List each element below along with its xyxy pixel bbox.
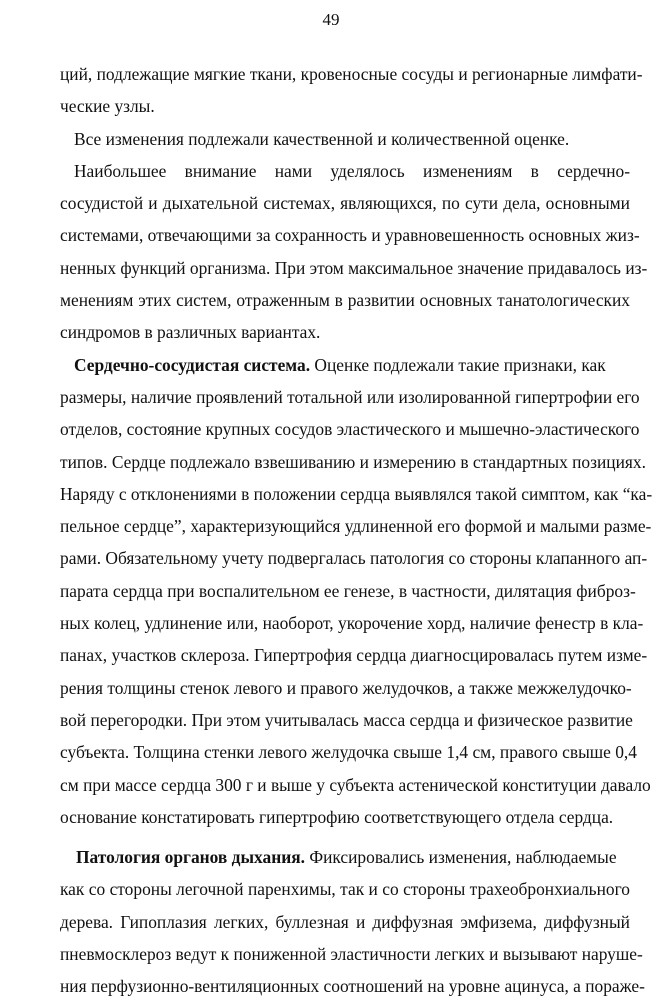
text-fragment: Оценке подлежали такие признаки, как [310, 354, 606, 375]
text-line: системами, отвечающими за сохранность и уравновешенность основных жиз- [60, 225, 640, 246]
text-line: ненных функций организма. При этом максимальное значение придавалось из- [60, 257, 648, 278]
text-line: ческие узлы. [60, 96, 155, 117]
text-line: вой перегородки. При этом учитывалась масса сердца и физическое развитие [60, 709, 633, 730]
text-line: сосудистой и дыхательной системах, являющихся, по сути дела, основными [60, 193, 630, 214]
text-line: рения толщины стенок левого и правого желудочков, а также межжелудочко- [60, 677, 632, 698]
text-line: ций, подлежащие мягкие ткани, кровеносные сосуды и регионарные лимфати- [60, 64, 643, 84]
text-line: пельное сердце”, характеризующийся удлиненной его формой и малыми разме- [60, 516, 652, 537]
text-line: менениям этих систем, отраженным в развитии основных танатологических [60, 290, 630, 311]
section-heading: Сердечно-сосудистая система. [74, 354, 311, 375]
text-fragment: Фиксировались изменения, наблюдаемые [305, 847, 617, 868]
text-line: дерева. Гипоплазия легких, буллезная и диффузная эмфизема, диффузный [60, 911, 630, 932]
text-line: размеры, наличие проявлений тотальной или изолированной гипертрофии его [60, 386, 640, 407]
section-first-line [60, 349, 630, 381]
page-number: 49 [322, 10, 340, 29]
text-line: панах, участков склероза. Гипертрофия сердца диагносцировалась путем изме- [60, 645, 648, 666]
text-line: см при массе сердца 300 г и выше у субъекта астенической конституции давало [60, 774, 651, 795]
text-line: рами. Обязательному учету подвергалась патология со стороны клапанного ап- [60, 548, 648, 569]
text-line: основание констатировать гипертрофию соответствующего отдела сердца. [60, 806, 614, 827]
section-first-line [60, 841, 630, 873]
text-line: синдромов в различных вариантах. [60, 322, 321, 343]
text-line: Наибольшее внимание нами уделялось изменениям в сердечно- [74, 160, 630, 181]
section-heading: Патология органов дыхания. [76, 847, 305, 868]
text-line: Наряду с отклонениями в положении сердца выявлялся такой симптом, как “ка- [60, 483, 653, 504]
text-line: типов. Сердце подлежало взвешиванию и измерению в стандартных позициях. [60, 451, 646, 472]
text-line: ных колец, удлинение или, наоборот, укорочение хорд, наличие фенестр в кла- [60, 613, 644, 634]
text-line: Все изменения подлежали качественной и количественной оценке. [74, 128, 570, 149]
text-line: ния перфузионно-вентиляционных соотношений на уровне ацинуса, а пораже- [60, 976, 645, 997]
text-line: отделов, состояние крупных сосудов эластического и мышечно-эластического [60, 419, 640, 440]
document-body [60, 58, 653, 1003]
text-line: как со стороны легочной паренхимы, так и со стороны трахеобронхиального [60, 879, 630, 900]
text-line: субъекта. Толщина стенки левого желудочка свыше 1,4 см, правого свыше 0,4 [60, 742, 637, 763]
text-line: парата сердца при воспалительном ее генезе, в частности, дилятация фиброз- [60, 580, 636, 601]
text-line: пневмосклероз ведут к пониженной эластичности легких и вызывают наруше- [60, 944, 643, 965]
